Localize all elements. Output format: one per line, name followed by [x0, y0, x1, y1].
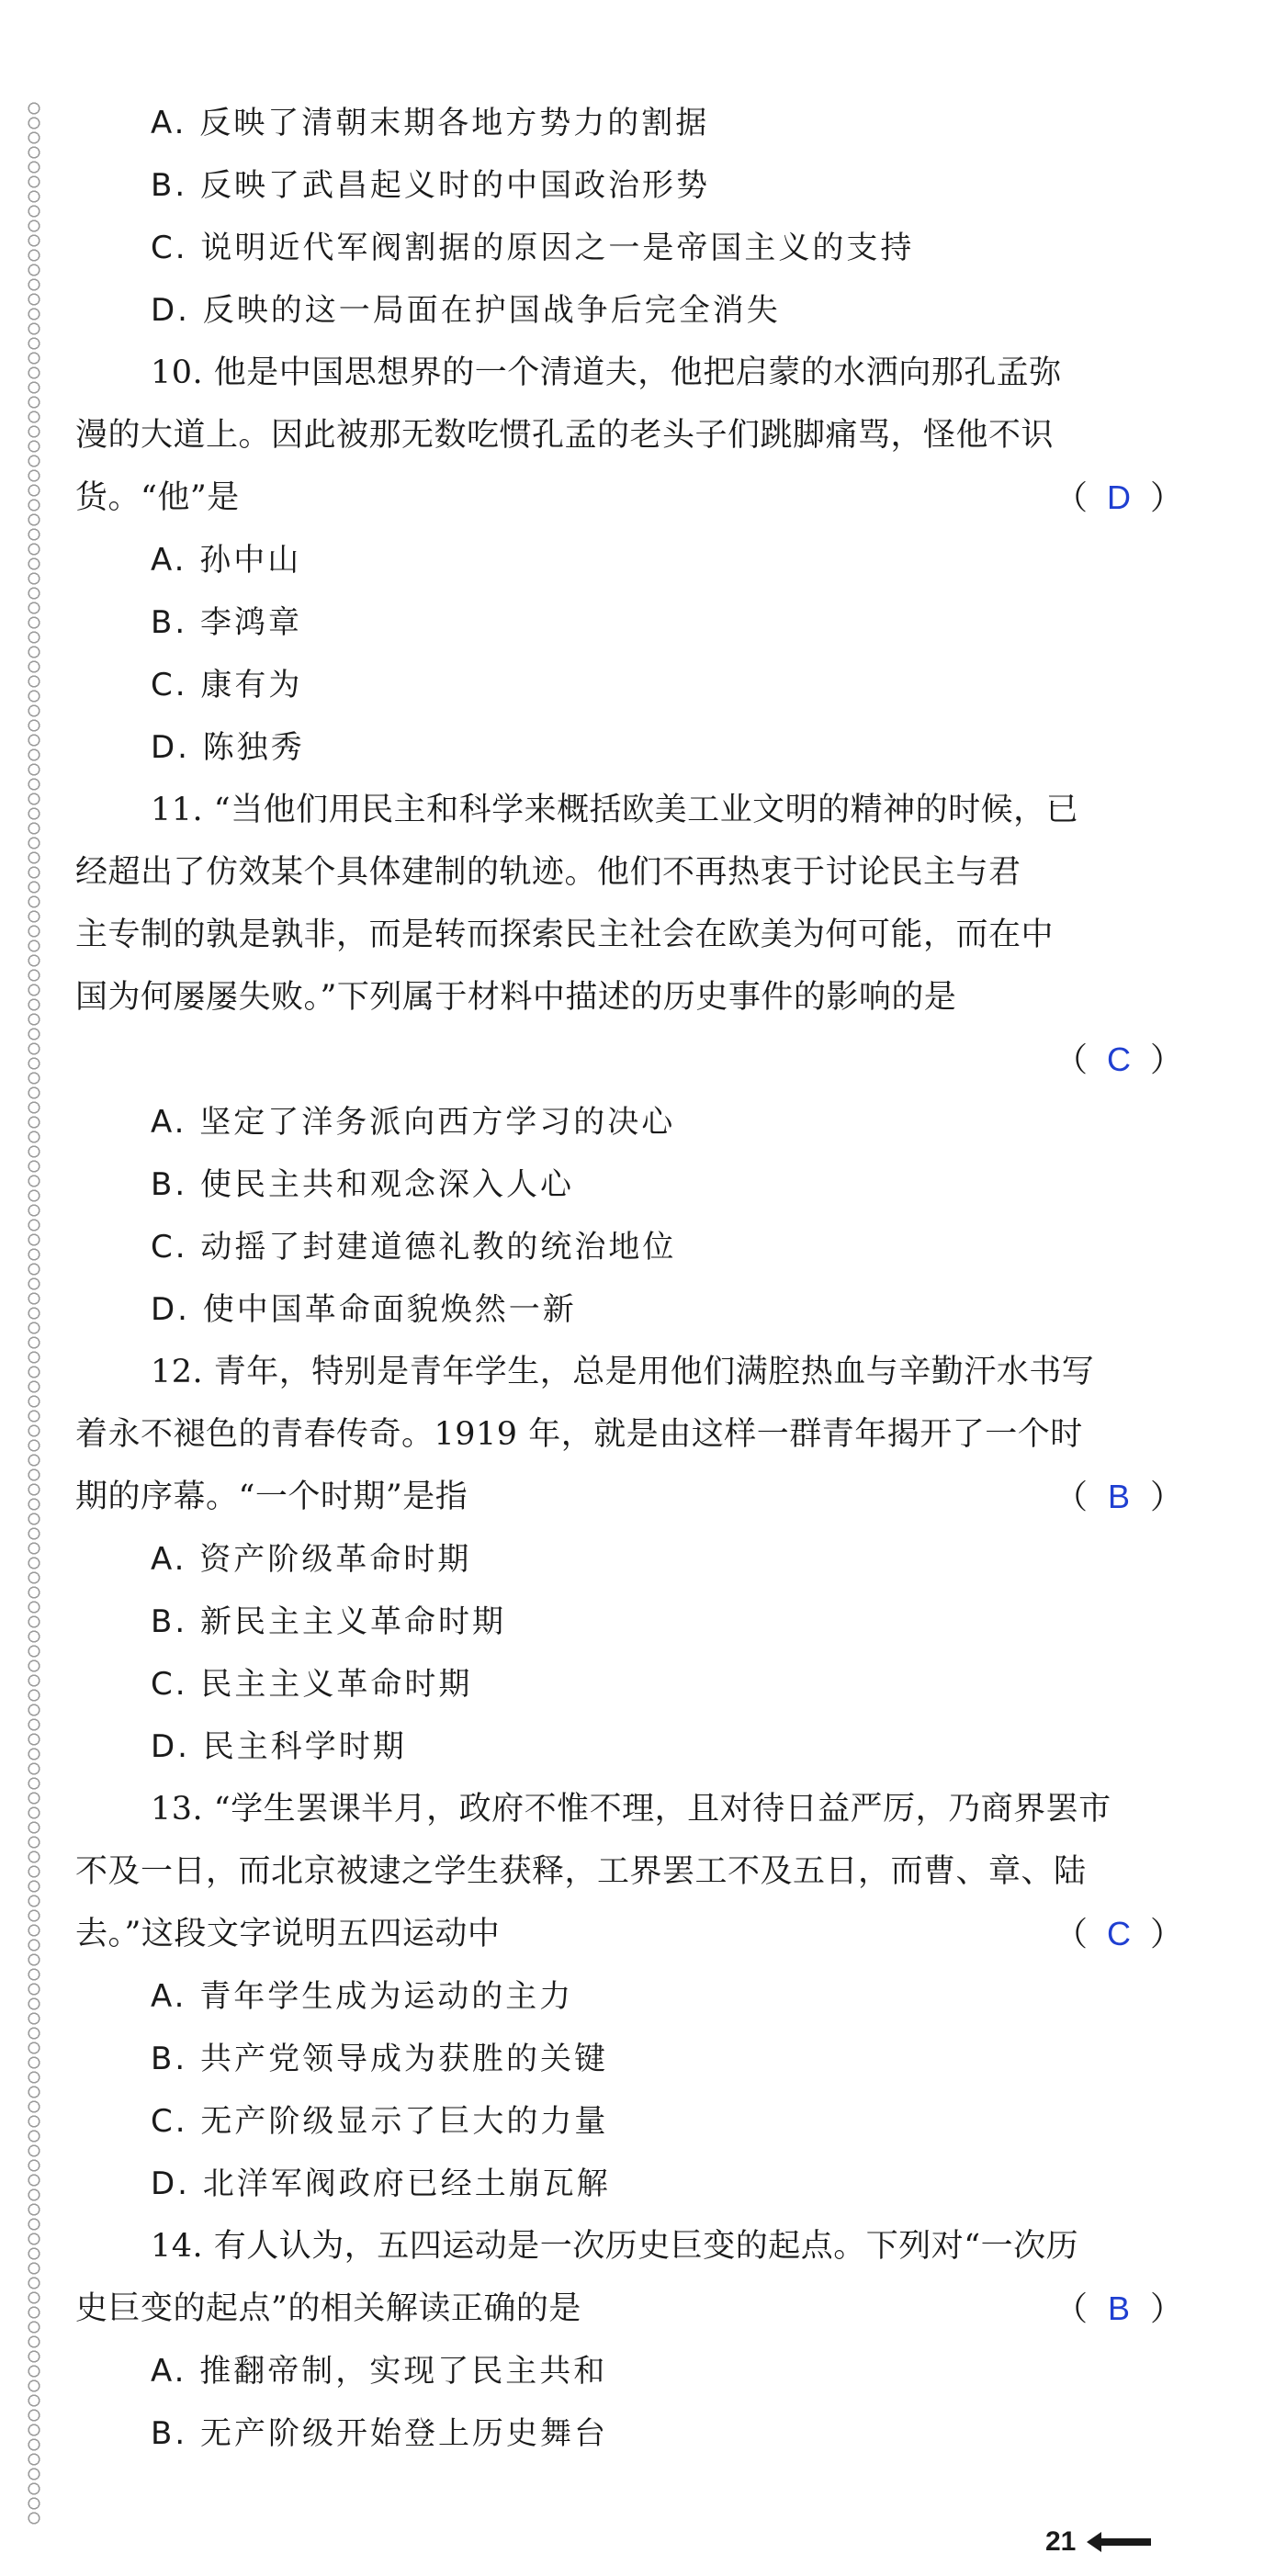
line-text: 史巨变的起点”的相关解读正确的是 [75, 2290, 581, 2327]
line-text: C. 民主主义革命时期 [151, 1666, 473, 1703]
line-text: A. 推翻帝制，实现了民主共和 [151, 2353, 608, 2390]
answer-option [75, 2090, 1183, 2153]
answer-option [75, 1528, 1183, 1591]
line-text: 期的序幕。“一个时期”是指 [75, 1479, 468, 1515]
answer-value: B [1107, 1478, 1130, 1515]
bracket-open: （ [1054, 1041, 1088, 1078]
line-text: A. 孙中山 [151, 542, 302, 579]
line-text: D. 民主科学时期 [151, 1728, 407, 1765]
question-text-line [75, 779, 1183, 841]
bracket-open: （ [1054, 478, 1088, 516]
answer-bracket [1055, 467, 1183, 529]
line-text: B. 共产党领导成为获胜的关键 [151, 2041, 608, 2077]
bracket-close: ） [1149, 478, 1183, 516]
answer-option [75, 1153, 1183, 1216]
answer-option [75, 1091, 1183, 1153]
answer-option [75, 279, 1183, 342]
line-text: B. 李鸿章 [151, 604, 302, 641]
answer-option [75, 2153, 1183, 2215]
line-text: B. 反映了武昌起义时的中国政治形势 [151, 167, 710, 204]
bracket-close: ） [1149, 1478, 1183, 1515]
line-text: A. 资产阶级革命时期 [151, 1541, 472, 1578]
page-number: 21 [1045, 2526, 1077, 2557]
line-text: A. 坚定了洋务派向西方学习的决心 [151, 1104, 676, 1141]
answer-option [75, 654, 1183, 716]
binding-edge [24, 101, 44, 2525]
line-text: B. 使民主共和观念深入人心 [151, 1166, 574, 1203]
line-text: D. 反映的这一局面在护国战争后完全消失 [151, 292, 781, 329]
question-text-line [75, 404, 1183, 467]
answer-option [75, 2402, 1183, 2465]
bracket-open: （ [1054, 1915, 1088, 1952]
answer-option [75, 217, 1183, 279]
answer-option [75, 716, 1183, 779]
answer-option [75, 92, 1183, 154]
line-text: C. 无产阶级显示了巨大的力量 [151, 2103, 609, 2140]
line-text: 漫的大道上。因此被那无数吃惯孔孟的老头子们跳脚痛骂，怪他不识 [75, 417, 1055, 454]
question-text-line [75, 342, 1183, 404]
bracket-close: ） [1149, 1915, 1183, 1952]
line-text: A. 反映了清朝末期各地方势力的割据 [151, 105, 710, 141]
question-text-line [75, 1466, 1183, 1528]
line-text: 货。“他”是 [75, 479, 240, 516]
line-text: B. 新民主主义革命时期 [151, 1603, 506, 1640]
line-text: 10. 他是中国思想界的一个清道夫，他把启蒙的水洒向那孔孟弥 [151, 354, 1062, 391]
answer-option [75, 1278, 1183, 1341]
bracket-close: ） [1149, 2289, 1183, 2327]
line-text: D. 北洋军阀政府已经土崩瓦解 [151, 2165, 611, 2202]
line-text: 13. “学生罢课半月，政府不惟不理，且对待日益严厉，乃商界罢市 [151, 1791, 1111, 1828]
answer-option [75, 1653, 1183, 1715]
question-text-line [75, 1778, 1183, 1840]
answer-option [75, 1715, 1183, 1778]
answer-bracket [1055, 2278, 1183, 2340]
answer-option [75, 2028, 1183, 2090]
question-text-line [75, 1341, 1183, 1403]
answer-line [75, 1029, 1183, 1091]
bracket-open: （ [1054, 1478, 1088, 1515]
question-text-line [75, 2278, 1183, 2340]
line-text: 14. 有人认为，五四运动是一次历史巨变的起点。下列对“一次历 [151, 2228, 1079, 2265]
line-text: D. 陈独秀 [151, 729, 305, 766]
question-text-line [75, 1903, 1183, 1965]
answer-value: C [1106, 1915, 1131, 1952]
bracket-close: ） [1149, 1041, 1183, 1078]
line-text: D. 使中国革命面貌焕然一新 [151, 1291, 577, 1328]
line-text: 12. 青年，特别是青年学生，总是用他们满腔热血与辛勤汗水书写 [151, 1354, 1095, 1390]
answer-bracket [1055, 1466, 1183, 1528]
line-text: C. 动摇了封建道德礼教的统治地位 [151, 1229, 677, 1266]
answer-value: B [1107, 2289, 1130, 2327]
answer-option [75, 154, 1183, 217]
page-footer [1045, 2524, 1151, 2560]
line-text: 去。”这段文字说明五四运动中 [75, 1916, 501, 1952]
line-text: 着永不褪色的青春传奇。1919 年，就是由这样一群青年揭开了一个时 [75, 1416, 1083, 1453]
question-text-line [75, 841, 1183, 904]
answer-value: D [1106, 478, 1131, 516]
line-text: C. 康有为 [151, 667, 303, 703]
line-text: 主专制的孰是孰非，而是转而探索民主社会在欧美为何可能，而在中 [75, 917, 1055, 953]
question-text-line [75, 966, 1183, 1029]
answer-option [75, 1216, 1183, 1278]
question-text-line [75, 904, 1183, 966]
line-text: B. 无产阶级开始登上历史舞台 [151, 2415, 608, 2452]
answer-bracket [1055, 1903, 1183, 1965]
line-text: C. 说明近代军阀割据的原因之一是帝国主义的支持 [151, 230, 915, 266]
document-body [75, 92, 1183, 2465]
answer-option [75, 1965, 1183, 2028]
question-text-line [75, 2215, 1183, 2278]
answer-bracket [1055, 1029, 1183, 1091]
line-text: 11. “当他们用民主和科学来概括欧美工业文明的精神的时候，已 [151, 792, 1079, 828]
line-text: 经超出了仿效某个具体建制的轨迹。他们不再热衷于讨论民主与君 [75, 854, 1021, 891]
line-text: A. 青年学生成为运动的主力 [151, 1978, 574, 2015]
answer-option [75, 591, 1183, 654]
bracket-open: （ [1054, 2289, 1088, 2327]
answer-option [75, 2340, 1183, 2402]
question-text-line [75, 1840, 1183, 1903]
answer-value: C [1106, 1041, 1131, 1078]
answer-option [75, 529, 1183, 591]
left-arrow-icon [1087, 2530, 1151, 2554]
question-text-line [75, 1403, 1183, 1466]
line-text: 国为何屡屡失败。”下列属于材料中描述的历史事件的影响的是 [75, 979, 957, 1016]
answer-option [75, 1591, 1183, 1653]
question-text-line [75, 467, 1183, 529]
line-text: 不及一日，而北京被逮之学生获释，工界罢工不及五日，而曹、章、陆 [75, 1853, 1087, 1890]
